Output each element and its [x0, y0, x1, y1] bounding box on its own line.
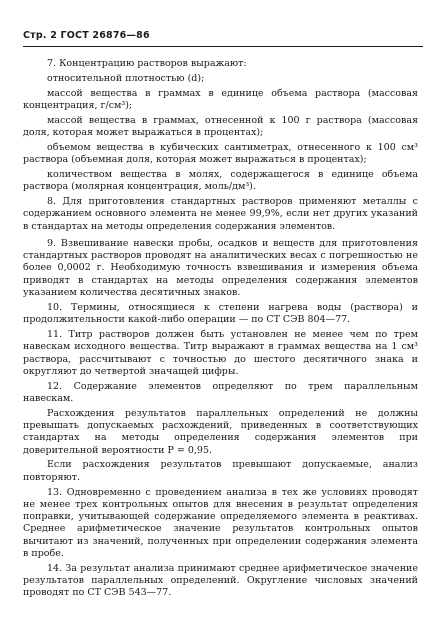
- paragraph-7-item-density: относительной плотностью (d);: [47, 72, 205, 84]
- paragraph-13: 13. Одновременно с проведением анализа в тех же условиях проводят не менее трех контрольных опытов для внесения в результат определения поправки, учитывающей содержание определяемого элемента в реактивах. Среднее арифметическое значение результатов контрольных опытов вычитают из значений, полученных при определении содержания элемента в пробе.: [23, 486, 418, 559]
- paragraph-10: 10. Термины, относящиеся к степени нагрева воды (раствора) и продолжительности какой-либо операции — по СТ СЭВ 804—77.: [23, 301, 418, 326]
- header-rule: [23, 46, 423, 47]
- paragraph-9: 9. Взвешивание навески пробы, осадков и веществ для приготовления стандартных растворов проводят на аналитических весах с погрешностью не более 0,0002 г. Необходимую точность взвешивания и измерения объема приводят в стандартах на методы определения содержания элементов указанием количества десятичных знаков.: [23, 237, 418, 299]
- paragraph-14: 14. За результат анализа принимают среднее арифметическое значение результатов параллельных определений. Округление числовых значений проводят по СТ СЭВ 543—77.: [23, 562, 418, 599]
- paragraph-11: 11. Титр растворов должен быть установлен не менее чем по трем навескам исходного вещества. Титр выражают в граммах вещества на 1 см³ раствора, рассчитывают с точностью до шестого десятичного знака и округляют до четвертой значащей цифры.: [23, 328, 418, 377]
- paragraph-7-item-mass-concentration: массой вещества в граммах в единице объема раствора (массовая концентрация, г/см³);: [23, 87, 418, 111]
- document-body: [23, 58, 418, 602]
- paragraph-12: 12. Содержание элементов определяют по трем параллельным навескам.: [23, 380, 418, 404]
- paragraph-7-item-mass-fraction: массой вещества в граммах, отнесенной к 100 г раствора (массовая доля, которая может выражаться в процентах);: [23, 114, 418, 138]
- paragraph-12-discrepancy: Расхождения результатов параллельных определений не должны превышать допускаемых расхождений, приведенных в соответствующих стандартах на методы определения содержания элементов при доверительной вероятности P = 0,95.: [23, 407, 418, 456]
- paragraph-8: 8. Для приготовления стандартных растворов применяют металлы с содержанием основного элемента не менее 99,9%, если нет других указаний в стандартах на методы определения содержания элементов.: [23, 195, 418, 232]
- paragraph-7-item-volume-fraction: объемом вещества в кубических сантиметрах, отнесенного к 100 см³ раствора (объемная доля, которая может выражаться в процентах);: [23, 141, 418, 166]
- paragraph-7-item-molar-concentration: количеством вещества в молях, содержащегося в единице объема раствора (молярная концентрация, моль/дм³).: [23, 168, 418, 193]
- paragraph-12-repeat: Если расхождения результатов превышают допускаемые, анализ повторяют.: [23, 459, 418, 483]
- page-header: Стр. 2 ГОСТ 26876—86: [23, 30, 150, 41]
- paragraph-7-heading: 7. Концентрацию растворов выражают:: [47, 58, 247, 69]
